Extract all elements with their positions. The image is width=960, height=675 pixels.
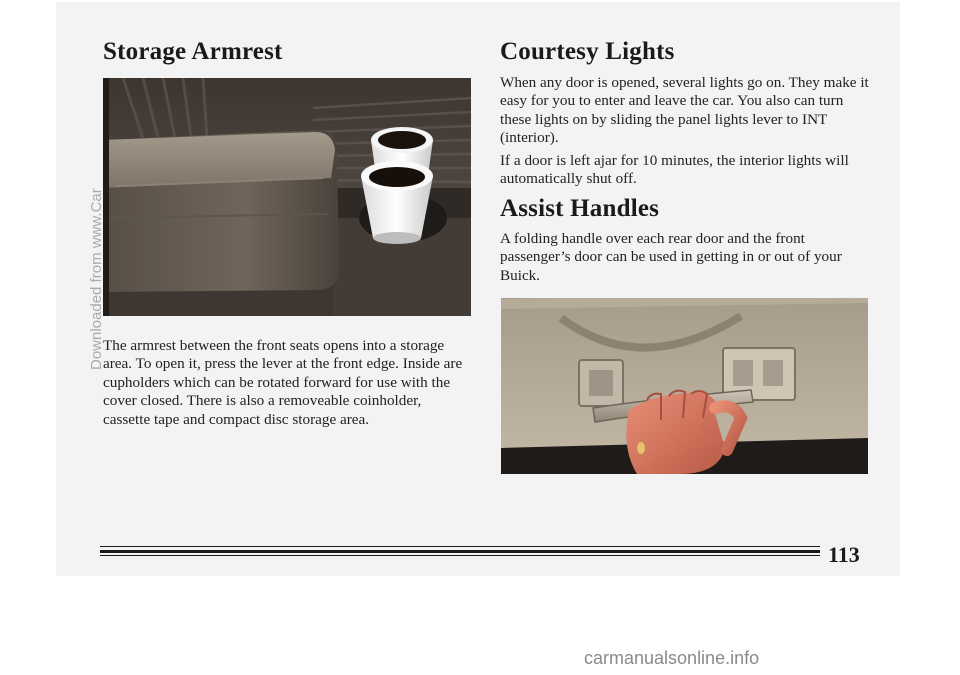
courtesy-lights-text-1: When any door is opened, several lights go on. They make it easy for you to enter and leave the car. You also can turn these lights on by sliding the panel lights lever to INT (interior).	[500, 74, 869, 147]
courtesy-lights-text-2: If a door is left ajar for 10 minutes, the interior lights will automatically shut off.	[500, 152, 849, 188]
courtesy-lights-heading: Courtesy Lights	[500, 38, 675, 65]
armrest-photo-image	[103, 78, 471, 316]
footer-rule-middle	[100, 550, 820, 553]
footer-rule-bottom	[100, 555, 820, 556]
storage-armrest-heading: Storage Armrest	[103, 38, 283, 65]
storage-armrest-text: The armrest between the front seats opens into a storage area. To open it, press the lever at the front edge. Inside are cupholders which can be rotated forward for use with the cover closed. There is also a removeable coinholder, cassette tape and compact disc storage area.	[103, 337, 463, 428]
footer-rule-top	[100, 546, 820, 547]
assist-handles-text: A folding handle over each rear door and the front passenger’s door can be used in getting in or out of your Buick.	[500, 230, 842, 284]
bottom-watermark[interactable]: carmanualsonline.info	[584, 648, 760, 668]
side-watermark: Downloaded from www.Car	[88, 188, 105, 370]
assist-handles-heading: Assist Handles	[500, 195, 660, 222]
assist-handle-photo	[501, 298, 868, 474]
page-number: 113	[828, 542, 860, 567]
assist-handle-photo-image	[501, 298, 868, 474]
armrest-cupholder-photo	[103, 78, 471, 316]
